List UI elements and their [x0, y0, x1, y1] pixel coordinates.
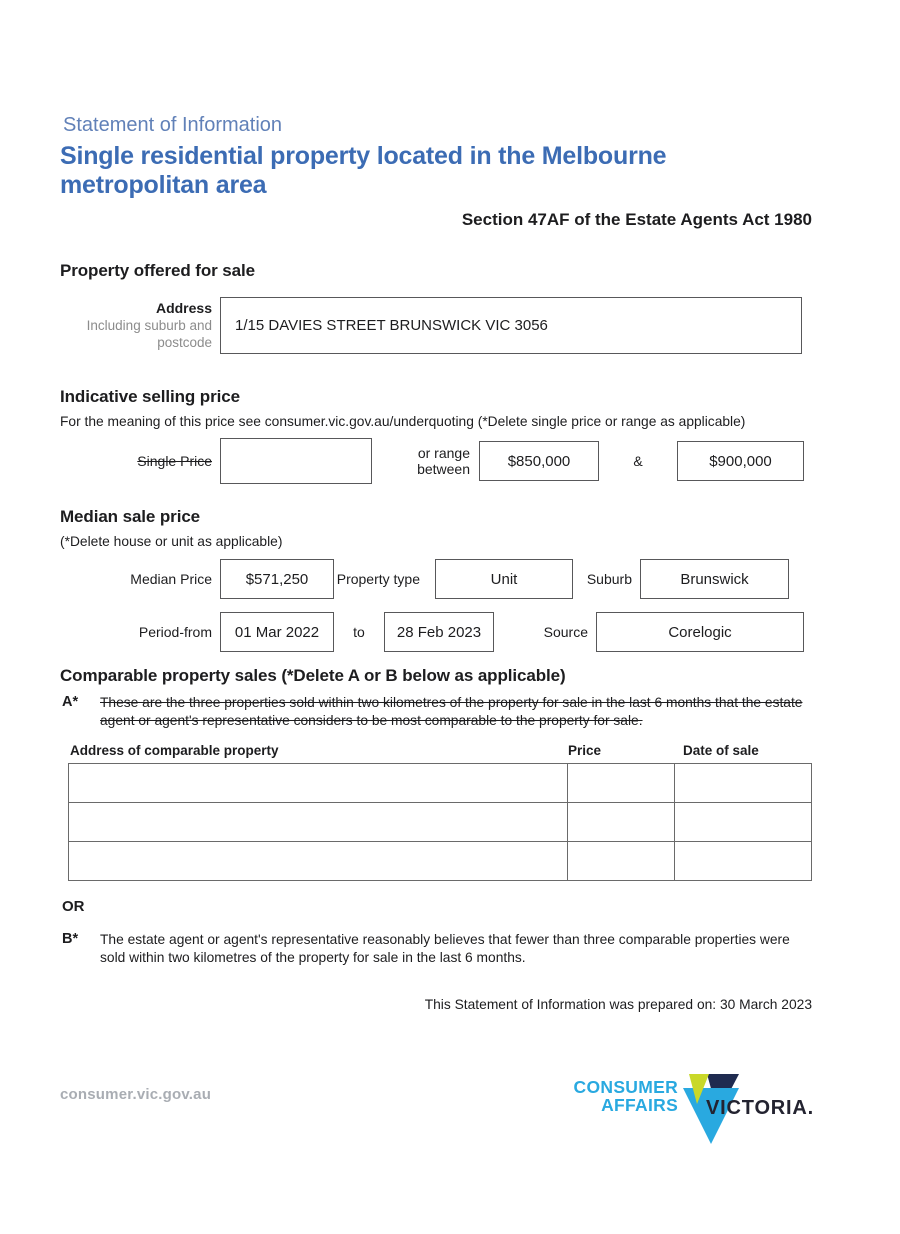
range-high-field[interactable]: $900,000: [677, 441, 804, 481]
address-label-block: [60, 297, 220, 351]
source-field[interactable]: Corelogic: [596, 612, 804, 652]
indicative-note: For the meaning of this price see consumer.vic.gov.au/underquoting (*Delete single price or range as applicable): [60, 414, 746, 429]
address-field[interactable]: 1/15 DAVIES STREET BRUNSWICK VIC 3056: [220, 297, 802, 354]
median-price-label: Median Price: [130, 570, 212, 587]
period-from-label: Period-from: [138, 623, 212, 640]
period-to-field[interactable]: 28 Feb 2023: [384, 612, 494, 652]
ampersand-label: &: [633, 453, 643, 469]
single-price-label: Single Price: [137, 452, 212, 469]
footer-website-link[interactable]: consumer.vic.gov.au: [60, 1086, 212, 1103]
suburb-field[interactable]: Brunswick: [640, 559, 789, 599]
comparable-section-heading: Comparable property sales (*Delete A or B below as applicable): [60, 666, 566, 685]
address-cell[interactable]: [69, 803, 568, 842]
logo-wordmark: [574, 1078, 679, 1114]
or-label: OR: [62, 898, 85, 915]
comparable-sales-table: [68, 763, 812, 881]
property-section-heading: Property offered for sale: [60, 261, 255, 280]
price-cell[interactable]: [568, 842, 675, 881]
comparable-table-headers: [68, 743, 812, 758]
address-row: [60, 297, 812, 354]
act-section-reference: Section 47AF of the Estate Agents Act 1980: [461, 210, 812, 229]
table-row: [69, 842, 812, 881]
table-row: [69, 803, 812, 842]
range-between-label: or range between: [417, 445, 470, 477]
median-section-heading: Median sale price: [60, 507, 201, 526]
address-cell[interactable]: [69, 842, 568, 881]
indicative-section-heading: Indicative selling price: [60, 387, 240, 406]
option-b-row: [60, 931, 812, 966]
range-low-field[interactable]: $850,000: [479, 441, 599, 481]
statement-of-information-page: [0, 113, 900, 1234]
median-row-1: [60, 559, 812, 599]
single-price-field[interactable]: [220, 438, 372, 484]
logo-line-affairs: AFFAIRS: [601, 1095, 679, 1115]
property-type-label: Property type: [336, 571, 420, 587]
consumer-affairs-victoria-logo: [574, 1074, 814, 1144]
median-row-2: [60, 612, 812, 652]
source-label: Source: [543, 624, 588, 640]
date-cell[interactable]: [675, 803, 812, 842]
prepared-date-line: This Statement of Information was prepared on: 30 March 2023: [424, 997, 812, 1012]
footer: [60, 1074, 812, 1144]
logo-line-consumer: CONSUMER: [573, 1077, 679, 1097]
logo-victoria-word: VICTORIA.: [706, 1097, 814, 1119]
property-type-field[interactable]: Unit: [435, 559, 573, 599]
option-b-label: B*: [62, 931, 79, 947]
page-title: Single residential property located in the Melbourne metropolitan area: [60, 142, 667, 199]
option-a-row: [60, 694, 812, 729]
median-note: (*Delete house or unit as applicable): [60, 534, 283, 549]
column-header-address: Address of comparable property: [70, 743, 279, 758]
address-cell[interactable]: [69, 764, 568, 803]
address-label: Address: [155, 300, 212, 316]
price-cell[interactable]: [568, 764, 675, 803]
option-b-text: The estate agent or agent's representative reasonably believes that fewer than three comparable properties were sold within two kilometres of the property for sale in the last 6 months.: [100, 932, 790, 965]
period-from-field[interactable]: 01 Mar 2022: [220, 612, 334, 652]
price-cell[interactable]: [568, 803, 675, 842]
date-cell[interactable]: [675, 842, 812, 881]
suburb-label: Suburb: [586, 571, 632, 587]
column-header-price: Price: [568, 743, 602, 758]
option-a-label: A*: [62, 694, 79, 710]
address-sublabel: Including suburb and postcode: [86, 318, 212, 350]
doc-eyebrow: Statement of Information: [63, 114, 283, 136]
column-header-date: Date of sale: [683, 743, 759, 758]
option-a-text: These are the three properties sold within two kilometres of the property for sale in the last 6 months that the estate agent or agent's representative considers to be most comparable to the property for sale.: [100, 695, 803, 728]
indicative-price-row: [60, 438, 812, 484]
median-price-field[interactable]: $571,250: [220, 559, 334, 599]
period-to-label: to: [353, 624, 365, 640]
table-row: [69, 764, 812, 803]
date-cell[interactable]: [675, 764, 812, 803]
